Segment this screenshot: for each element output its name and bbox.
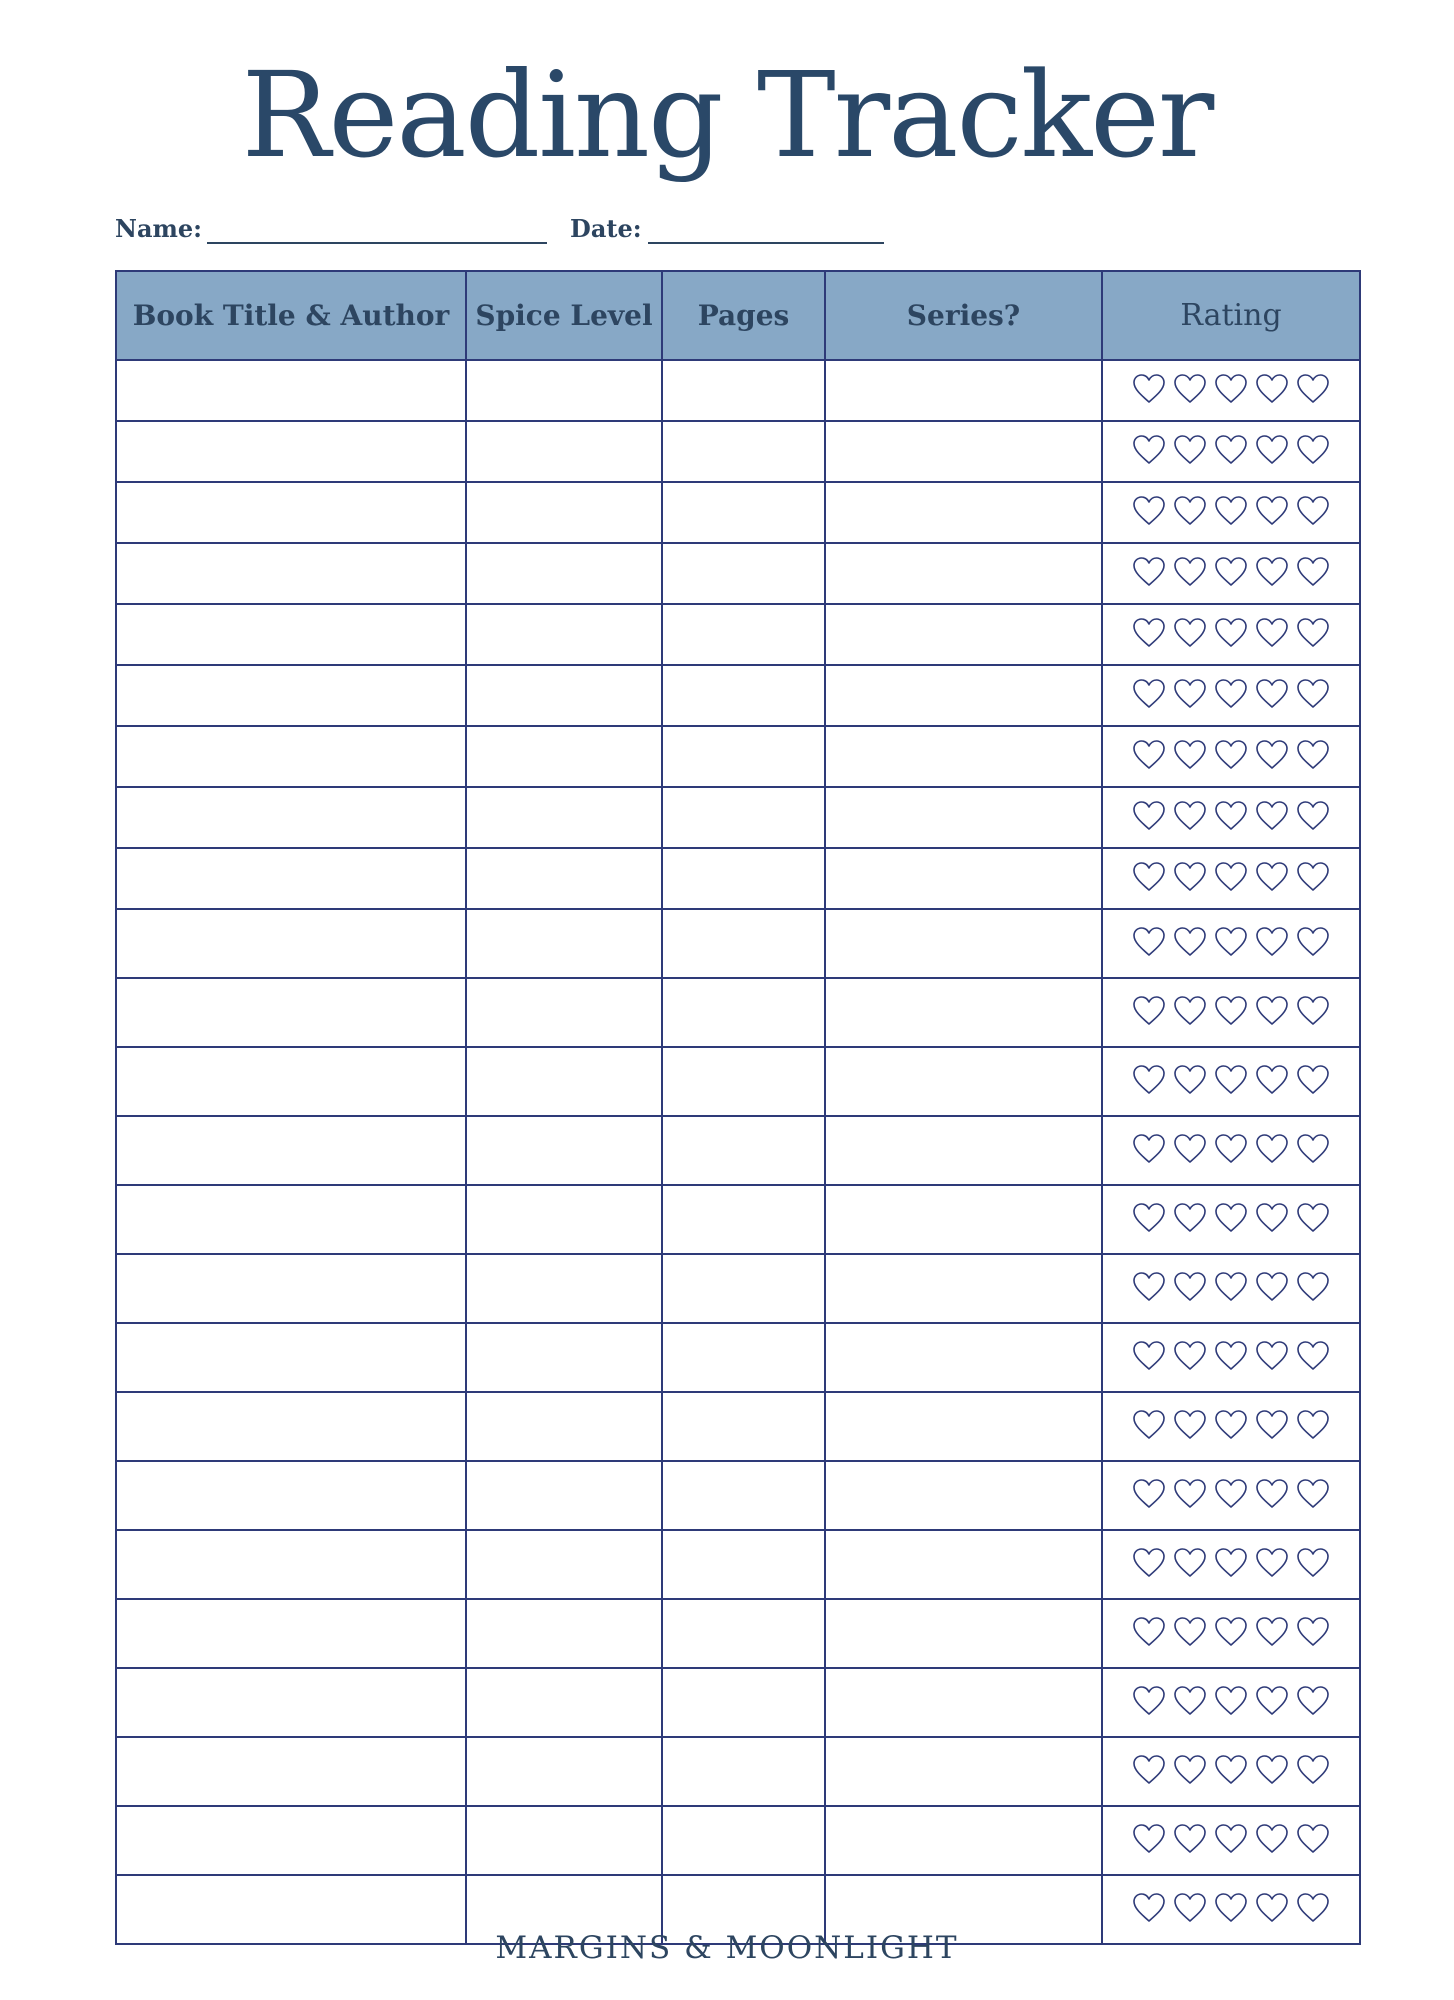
rating-cell bbox=[1102, 1254, 1360, 1323]
page-title: Reading Tracker bbox=[241, 46, 1213, 184]
heart-outline-icon[interactable] bbox=[1296, 373, 1330, 405]
heart-rating bbox=[1132, 1409, 1330, 1441]
heart-outline-icon[interactable] bbox=[1255, 926, 1289, 958]
heart-outline-icon[interactable] bbox=[1296, 1892, 1330, 1924]
heart-outline-icon[interactable] bbox=[1255, 1685, 1289, 1717]
heart-outline-icon[interactable] bbox=[1214, 1754, 1248, 1786]
series-cell[interactable] bbox=[825, 421, 1102, 482]
table-row bbox=[116, 787, 1360, 848]
spice-level-cell[interactable] bbox=[466, 848, 662, 909]
rating-cell bbox=[1102, 1185, 1360, 1254]
heart-outline-icon[interactable] bbox=[1214, 556, 1248, 588]
heart-outline-icon[interactable] bbox=[1214, 1616, 1248, 1648]
spice-level-cell[interactable] bbox=[466, 1461, 662, 1530]
book-title-cell[interactable] bbox=[116, 1254, 466, 1323]
heart-outline-icon[interactable] bbox=[1255, 861, 1289, 893]
heart-rating bbox=[1132, 373, 1330, 405]
spice-level-cell[interactable] bbox=[466, 1047, 662, 1116]
spice-level-cell[interactable] bbox=[466, 1599, 662, 1668]
rating-cell bbox=[1102, 726, 1360, 787]
heart-outline-icon[interactable] bbox=[1173, 1478, 1207, 1510]
heart-outline-icon[interactable] bbox=[1173, 617, 1207, 649]
heart-outline-icon[interactable] bbox=[1173, 1823, 1207, 1855]
heart-rating bbox=[1132, 739, 1330, 771]
rating-cell bbox=[1102, 421, 1360, 482]
table-row bbox=[116, 665, 1360, 726]
table-header-row bbox=[116, 271, 1360, 360]
spice-level-cell[interactable] bbox=[466, 421, 662, 482]
pages-cell[interactable] bbox=[662, 604, 825, 665]
table-row bbox=[116, 1254, 1360, 1323]
heart-outline-icon[interactable] bbox=[1296, 678, 1330, 710]
spice-level-cell[interactable] bbox=[466, 1530, 662, 1599]
heart-outline-icon[interactable] bbox=[1255, 739, 1289, 771]
date-label: Date: bbox=[570, 214, 642, 243]
series-cell[interactable] bbox=[825, 787, 1102, 848]
book-title-cell[interactable] bbox=[116, 1461, 466, 1530]
heart-outline-icon[interactable] bbox=[1255, 1478, 1289, 1510]
book-title-cell[interactable] bbox=[116, 421, 466, 482]
heart-outline-icon[interactable] bbox=[1255, 1823, 1289, 1855]
heart-outline-icon[interactable] bbox=[1173, 1340, 1207, 1372]
heart-outline-icon[interactable] bbox=[1173, 1409, 1207, 1441]
spice-level-cell[interactable] bbox=[466, 978, 662, 1047]
heart-outline-icon[interactable] bbox=[1132, 1340, 1166, 1372]
heart-outline-icon[interactable] bbox=[1132, 1409, 1166, 1441]
heart-outline-icon[interactable] bbox=[1255, 434, 1289, 466]
series-cell[interactable] bbox=[825, 1806, 1102, 1875]
pages-cell[interactable] bbox=[662, 1392, 825, 1461]
book-title-cell[interactable] bbox=[116, 726, 466, 787]
heart-outline-icon[interactable] bbox=[1255, 1754, 1289, 1786]
table-row bbox=[116, 1461, 1360, 1530]
series-cell[interactable] bbox=[825, 1047, 1102, 1116]
heart-outline-icon[interactable] bbox=[1214, 739, 1248, 771]
pages-cell[interactable] bbox=[662, 978, 825, 1047]
heart-outline-icon[interactable] bbox=[1173, 1685, 1207, 1717]
heart-rating bbox=[1132, 556, 1330, 588]
heart-outline-icon[interactable] bbox=[1296, 434, 1330, 466]
heart-outline-icon[interactable] bbox=[1296, 995, 1330, 1027]
heart-rating bbox=[1132, 495, 1330, 527]
heart-outline-icon[interactable] bbox=[1255, 1064, 1289, 1096]
rating-cell bbox=[1102, 482, 1360, 543]
table-row bbox=[116, 1047, 1360, 1116]
rating-cell bbox=[1102, 1806, 1360, 1875]
heart-outline-icon[interactable] bbox=[1255, 1892, 1289, 1924]
heart-rating bbox=[1132, 995, 1330, 1027]
series-cell[interactable] bbox=[825, 1185, 1102, 1254]
heart-rating bbox=[1132, 1340, 1330, 1372]
heart-outline-icon[interactable] bbox=[1214, 373, 1248, 405]
heart-outline-icon[interactable] bbox=[1255, 995, 1289, 1027]
heart-outline-icon[interactable] bbox=[1173, 678, 1207, 710]
spice-level-cell[interactable] bbox=[466, 604, 662, 665]
table-body bbox=[116, 360, 1360, 1944]
heart-rating bbox=[1132, 1547, 1330, 1579]
heart-outline-icon[interactable] bbox=[1132, 800, 1166, 832]
rating-cell bbox=[1102, 1599, 1360, 1668]
rating-cell bbox=[1102, 1392, 1360, 1461]
heart-outline-icon[interactable] bbox=[1173, 1133, 1207, 1165]
heart-outline-icon[interactable] bbox=[1255, 495, 1289, 527]
heart-outline-icon[interactable] bbox=[1255, 1616, 1289, 1648]
heart-outline-icon[interactable] bbox=[1296, 495, 1330, 527]
heart-outline-icon[interactable] bbox=[1214, 1064, 1248, 1096]
heart-outline-icon[interactable] bbox=[1296, 739, 1330, 771]
heart-outline-icon[interactable] bbox=[1255, 1271, 1289, 1303]
series-cell[interactable] bbox=[825, 482, 1102, 543]
heart-outline-icon[interactable] bbox=[1132, 373, 1166, 405]
heart-rating bbox=[1132, 861, 1330, 893]
rating-cell bbox=[1102, 787, 1360, 848]
heart-outline-icon[interactable] bbox=[1132, 1754, 1166, 1786]
book-title-cell[interactable] bbox=[116, 787, 466, 848]
pages-cell[interactable] bbox=[662, 909, 825, 978]
table-row bbox=[116, 1185, 1360, 1254]
pages-cell[interactable] bbox=[662, 421, 825, 482]
spice-level-cell[interactable] bbox=[466, 1806, 662, 1875]
heart-outline-icon[interactable] bbox=[1296, 1271, 1330, 1303]
heart-outline-icon[interactable] bbox=[1296, 1547, 1330, 1579]
heart-outline-icon[interactable] bbox=[1132, 434, 1166, 466]
rating-cell bbox=[1102, 360, 1360, 421]
heart-outline-icon[interactable] bbox=[1214, 995, 1248, 1027]
book-title-cell[interactable] bbox=[116, 1599, 466, 1668]
pages-cell[interactable] bbox=[662, 1254, 825, 1323]
table-row bbox=[116, 1599, 1360, 1668]
table-row bbox=[116, 848, 1360, 909]
heart-outline-icon[interactable] bbox=[1173, 926, 1207, 958]
book-title-cell[interactable] bbox=[116, 360, 466, 421]
heart-outline-icon[interactable] bbox=[1296, 800, 1330, 832]
spice-level-cell[interactable] bbox=[466, 726, 662, 787]
pages-cell[interactable] bbox=[662, 787, 825, 848]
book-title-cell[interactable] bbox=[116, 604, 466, 665]
pages-cell[interactable] bbox=[662, 726, 825, 787]
series-cell[interactable] bbox=[825, 1323, 1102, 1392]
book-title-cell[interactable] bbox=[116, 848, 466, 909]
book-title-cell[interactable] bbox=[116, 482, 466, 543]
book-title-cell[interactable] bbox=[116, 543, 466, 604]
heart-outline-icon[interactable] bbox=[1296, 1409, 1330, 1441]
heart-outline-icon[interactable] bbox=[1255, 617, 1289, 649]
heart-outline-icon[interactable] bbox=[1173, 434, 1207, 466]
rating-cell bbox=[1102, 1323, 1360, 1392]
pages-cell[interactable] bbox=[662, 1806, 825, 1875]
heart-outline-icon[interactable] bbox=[1132, 1547, 1166, 1579]
table-row bbox=[116, 604, 1360, 665]
heart-outline-icon[interactable] bbox=[1214, 1892, 1248, 1924]
book-title-cell[interactable] bbox=[116, 1116, 466, 1185]
pages-cell[interactable] bbox=[662, 848, 825, 909]
heart-outline-icon[interactable] bbox=[1255, 556, 1289, 588]
heart-outline-icon[interactable] bbox=[1214, 1133, 1248, 1165]
heart-rating bbox=[1132, 1478, 1330, 1510]
heart-outline-icon[interactable] bbox=[1173, 373, 1207, 405]
heart-outline-icon[interactable] bbox=[1214, 434, 1248, 466]
heart-outline-icon[interactable] bbox=[1132, 926, 1166, 958]
pages-cell[interactable] bbox=[662, 665, 825, 726]
spice-level-cell[interactable] bbox=[466, 1668, 662, 1737]
name-label: Name: bbox=[115, 214, 203, 243]
rating-cell bbox=[1102, 909, 1360, 978]
series-cell[interactable] bbox=[825, 543, 1102, 604]
series-cell[interactable] bbox=[825, 604, 1102, 665]
heart-outline-icon[interactable] bbox=[1296, 1133, 1330, 1165]
heart-outline-icon[interactable] bbox=[1132, 739, 1166, 771]
table-row bbox=[116, 543, 1360, 604]
heart-rating bbox=[1132, 1754, 1330, 1786]
heart-outline-icon[interactable] bbox=[1255, 1133, 1289, 1165]
heart-outline-icon[interactable] bbox=[1255, 373, 1289, 405]
heart-outline-icon[interactable] bbox=[1296, 617, 1330, 649]
heart-outline-icon[interactable] bbox=[1255, 1547, 1289, 1579]
spice-level-cell[interactable] bbox=[466, 1323, 662, 1392]
brand-footer: MARGINS & MOONLIGHT bbox=[495, 1930, 959, 1966]
heart-outline-icon[interactable] bbox=[1255, 678, 1289, 710]
header-spice-level: Spice Level bbox=[466, 271, 662, 360]
date-input-line[interactable] bbox=[648, 242, 884, 244]
heart-rating bbox=[1132, 800, 1330, 832]
heart-outline-icon[interactable] bbox=[1173, 995, 1207, 1027]
pages-cell[interactable] bbox=[662, 360, 825, 421]
heart-rating bbox=[1132, 1823, 1330, 1855]
book-title-cell[interactable] bbox=[116, 909, 466, 978]
heart-rating bbox=[1132, 1064, 1330, 1096]
pages-cell[interactable] bbox=[662, 1599, 825, 1668]
book-title-cell[interactable] bbox=[116, 978, 466, 1047]
heart-outline-icon[interactable] bbox=[1173, 1892, 1207, 1924]
pages-cell[interactable] bbox=[662, 1323, 825, 1392]
name-input-line[interactable] bbox=[207, 242, 547, 244]
book-title-cell[interactable] bbox=[116, 1323, 466, 1392]
rating-cell bbox=[1102, 1668, 1360, 1737]
table-row bbox=[116, 421, 1360, 482]
spice-level-cell[interactable] bbox=[466, 1392, 662, 1461]
rating-cell bbox=[1102, 1047, 1360, 1116]
heart-outline-icon[interactable] bbox=[1132, 1892, 1166, 1924]
heart-outline-icon[interactable] bbox=[1173, 1271, 1207, 1303]
heart-outline-icon[interactable] bbox=[1132, 1133, 1166, 1165]
spice-level-cell[interactable] bbox=[466, 909, 662, 978]
heart-outline-icon[interactable] bbox=[1214, 1271, 1248, 1303]
heart-outline-icon[interactable] bbox=[1296, 1064, 1330, 1096]
heart-rating bbox=[1132, 926, 1330, 958]
series-cell[interactable] bbox=[825, 1392, 1102, 1461]
heart-outline-icon[interactable] bbox=[1173, 1547, 1207, 1579]
heart-outline-icon[interactable] bbox=[1214, 1340, 1248, 1372]
heart-outline-icon[interactable] bbox=[1132, 495, 1166, 527]
pages-cell[interactable] bbox=[662, 1668, 825, 1737]
heart-outline-icon[interactable] bbox=[1296, 556, 1330, 588]
heart-outline-icon[interactable] bbox=[1173, 1616, 1207, 1648]
table-row bbox=[116, 1806, 1360, 1875]
heart-outline-icon[interactable] bbox=[1214, 1478, 1248, 1510]
heart-outline-icon[interactable] bbox=[1255, 1202, 1289, 1234]
series-cell[interactable] bbox=[825, 909, 1102, 978]
book-title-cell[interactable] bbox=[116, 1185, 466, 1254]
heart-outline-icon[interactable] bbox=[1214, 861, 1248, 893]
series-cell[interactable] bbox=[825, 978, 1102, 1047]
spice-level-cell[interactable] bbox=[466, 787, 662, 848]
spice-level-cell[interactable] bbox=[466, 1116, 662, 1185]
heart-outline-icon[interactable] bbox=[1132, 995, 1166, 1027]
heart-outline-icon[interactable] bbox=[1296, 926, 1330, 958]
rating-cell bbox=[1102, 978, 1360, 1047]
series-cell[interactable] bbox=[825, 1599, 1102, 1668]
heart-outline-icon[interactable] bbox=[1214, 1547, 1248, 1579]
heart-outline-icon[interactable] bbox=[1296, 1754, 1330, 1786]
heart-outline-icon[interactable] bbox=[1173, 1202, 1207, 1234]
book-title-cell[interactable] bbox=[116, 1047, 466, 1116]
rating-cell bbox=[1102, 848, 1360, 909]
heart-outline-icon[interactable] bbox=[1173, 861, 1207, 893]
header-book-title-author: Book Title & Author bbox=[116, 271, 466, 360]
heart-outline-icon[interactable] bbox=[1173, 800, 1207, 832]
table-row bbox=[116, 360, 1360, 421]
spice-level-cell[interactable] bbox=[466, 482, 662, 543]
spice-level-cell[interactable] bbox=[466, 1185, 662, 1254]
heart-outline-icon[interactable] bbox=[1214, 495, 1248, 527]
pages-cell[interactable] bbox=[662, 1047, 825, 1116]
table-row bbox=[116, 1668, 1360, 1737]
series-cell[interactable] bbox=[825, 1116, 1102, 1185]
book-title-cell[interactable] bbox=[116, 1668, 466, 1737]
book-title-cell[interactable] bbox=[116, 665, 466, 726]
table-row bbox=[116, 482, 1360, 543]
heart-outline-icon[interactable] bbox=[1173, 1754, 1207, 1786]
reading-table bbox=[115, 270, 1361, 1945]
header-rating: Rating bbox=[1102, 271, 1360, 360]
heart-outline-icon[interactable] bbox=[1132, 1202, 1166, 1234]
series-cell[interactable] bbox=[825, 848, 1102, 909]
pages-cell[interactable] bbox=[662, 1530, 825, 1599]
series-cell[interactable] bbox=[825, 1254, 1102, 1323]
book-title-cell[interactable] bbox=[116, 1392, 466, 1461]
pages-cell[interactable] bbox=[662, 1185, 825, 1254]
heart-outline-icon[interactable] bbox=[1173, 739, 1207, 771]
table-row bbox=[116, 1323, 1360, 1392]
heart-outline-icon[interactable] bbox=[1214, 1409, 1248, 1441]
table-row bbox=[116, 909, 1360, 978]
book-title-cell[interactable] bbox=[116, 1530, 466, 1599]
heart-rating bbox=[1132, 617, 1330, 649]
rating-cell bbox=[1102, 1737, 1360, 1806]
heart-rating bbox=[1132, 1892, 1330, 1924]
rating-cell bbox=[1102, 604, 1360, 665]
heart-outline-icon[interactable] bbox=[1173, 495, 1207, 527]
table-row bbox=[116, 1737, 1360, 1806]
header-pages: Pages bbox=[662, 271, 825, 360]
table-row bbox=[116, 1392, 1360, 1461]
heart-outline-icon[interactable] bbox=[1296, 1478, 1330, 1510]
heart-outline-icon[interactable] bbox=[1132, 1271, 1166, 1303]
heart-outline-icon[interactable] bbox=[1214, 1823, 1248, 1855]
heart-outline-icon[interactable] bbox=[1132, 1478, 1166, 1510]
heart-outline-icon[interactable] bbox=[1132, 1616, 1166, 1648]
heart-outline-icon[interactable] bbox=[1214, 800, 1248, 832]
heart-outline-icon[interactable] bbox=[1132, 617, 1166, 649]
series-cell[interactable] bbox=[825, 665, 1102, 726]
table-row bbox=[116, 978, 1360, 1047]
series-cell[interactable] bbox=[825, 726, 1102, 787]
heart-rating bbox=[1132, 434, 1330, 466]
series-cell[interactable] bbox=[825, 1668, 1102, 1737]
heart-outline-icon[interactable] bbox=[1173, 1064, 1207, 1096]
rating-cell bbox=[1102, 543, 1360, 604]
heart-outline-icon[interactable] bbox=[1132, 1685, 1166, 1717]
spice-level-cell[interactable] bbox=[466, 1737, 662, 1806]
heart-outline-icon[interactable] bbox=[1132, 1823, 1166, 1855]
heart-outline-icon[interactable] bbox=[1255, 1409, 1289, 1441]
heart-outline-icon[interactable] bbox=[1132, 1064, 1166, 1096]
heart-rating bbox=[1132, 1133, 1330, 1165]
header-series: Series? bbox=[825, 271, 1102, 360]
heart-outline-icon[interactable] bbox=[1296, 1616, 1330, 1648]
table-row bbox=[116, 1530, 1360, 1599]
rating-cell bbox=[1102, 665, 1360, 726]
heart-outline-icon[interactable] bbox=[1132, 861, 1166, 893]
series-cell[interactable] bbox=[825, 1461, 1102, 1530]
rating-cell bbox=[1102, 1530, 1360, 1599]
pages-cell[interactable] bbox=[662, 543, 825, 604]
spice-level-cell[interactable] bbox=[466, 665, 662, 726]
heart-outline-icon[interactable] bbox=[1173, 556, 1207, 588]
heart-outline-icon[interactable] bbox=[1214, 678, 1248, 710]
table-row bbox=[116, 1116, 1360, 1185]
heart-rating bbox=[1132, 1685, 1330, 1717]
heart-outline-icon[interactable] bbox=[1214, 1202, 1248, 1234]
pages-cell[interactable] bbox=[662, 1116, 825, 1185]
heart-outline-icon[interactable] bbox=[1132, 556, 1166, 588]
heart-outline-icon[interactable] bbox=[1296, 861, 1330, 893]
heart-outline-icon[interactable] bbox=[1214, 617, 1248, 649]
heart-rating bbox=[1132, 1616, 1330, 1648]
book-title-cell[interactable] bbox=[116, 1806, 466, 1875]
pages-cell[interactable] bbox=[662, 1737, 825, 1806]
heart-outline-icon[interactable] bbox=[1296, 1685, 1330, 1717]
book-title-cell[interactable] bbox=[116, 1737, 466, 1806]
heart-outline-icon[interactable] bbox=[1255, 800, 1289, 832]
heart-rating bbox=[1132, 1271, 1330, 1303]
pages-cell[interactable] bbox=[662, 482, 825, 543]
spice-level-cell[interactable] bbox=[466, 1254, 662, 1323]
heart-outline-icon[interactable] bbox=[1132, 678, 1166, 710]
rating-cell bbox=[1102, 1461, 1360, 1530]
heart-outline-icon[interactable] bbox=[1296, 1823, 1330, 1855]
heart-outline-icon[interactable] bbox=[1214, 1685, 1248, 1717]
spice-level-cell[interactable] bbox=[466, 360, 662, 421]
series-cell[interactable] bbox=[825, 1530, 1102, 1599]
heart-outline-icon[interactable] bbox=[1214, 926, 1248, 958]
heart-outline-icon[interactable] bbox=[1296, 1340, 1330, 1372]
pages-cell[interactable] bbox=[662, 1461, 825, 1530]
rating-cell bbox=[1102, 1116, 1360, 1185]
heart-rating bbox=[1132, 678, 1330, 710]
heart-rating bbox=[1132, 1202, 1330, 1234]
series-cell[interactable] bbox=[825, 360, 1102, 421]
table-row bbox=[116, 726, 1360, 787]
heart-outline-icon[interactable] bbox=[1255, 1340, 1289, 1372]
heart-outline-icon[interactable] bbox=[1296, 1202, 1330, 1234]
spice-level-cell[interactable] bbox=[466, 543, 662, 604]
series-cell[interactable] bbox=[825, 1737, 1102, 1806]
